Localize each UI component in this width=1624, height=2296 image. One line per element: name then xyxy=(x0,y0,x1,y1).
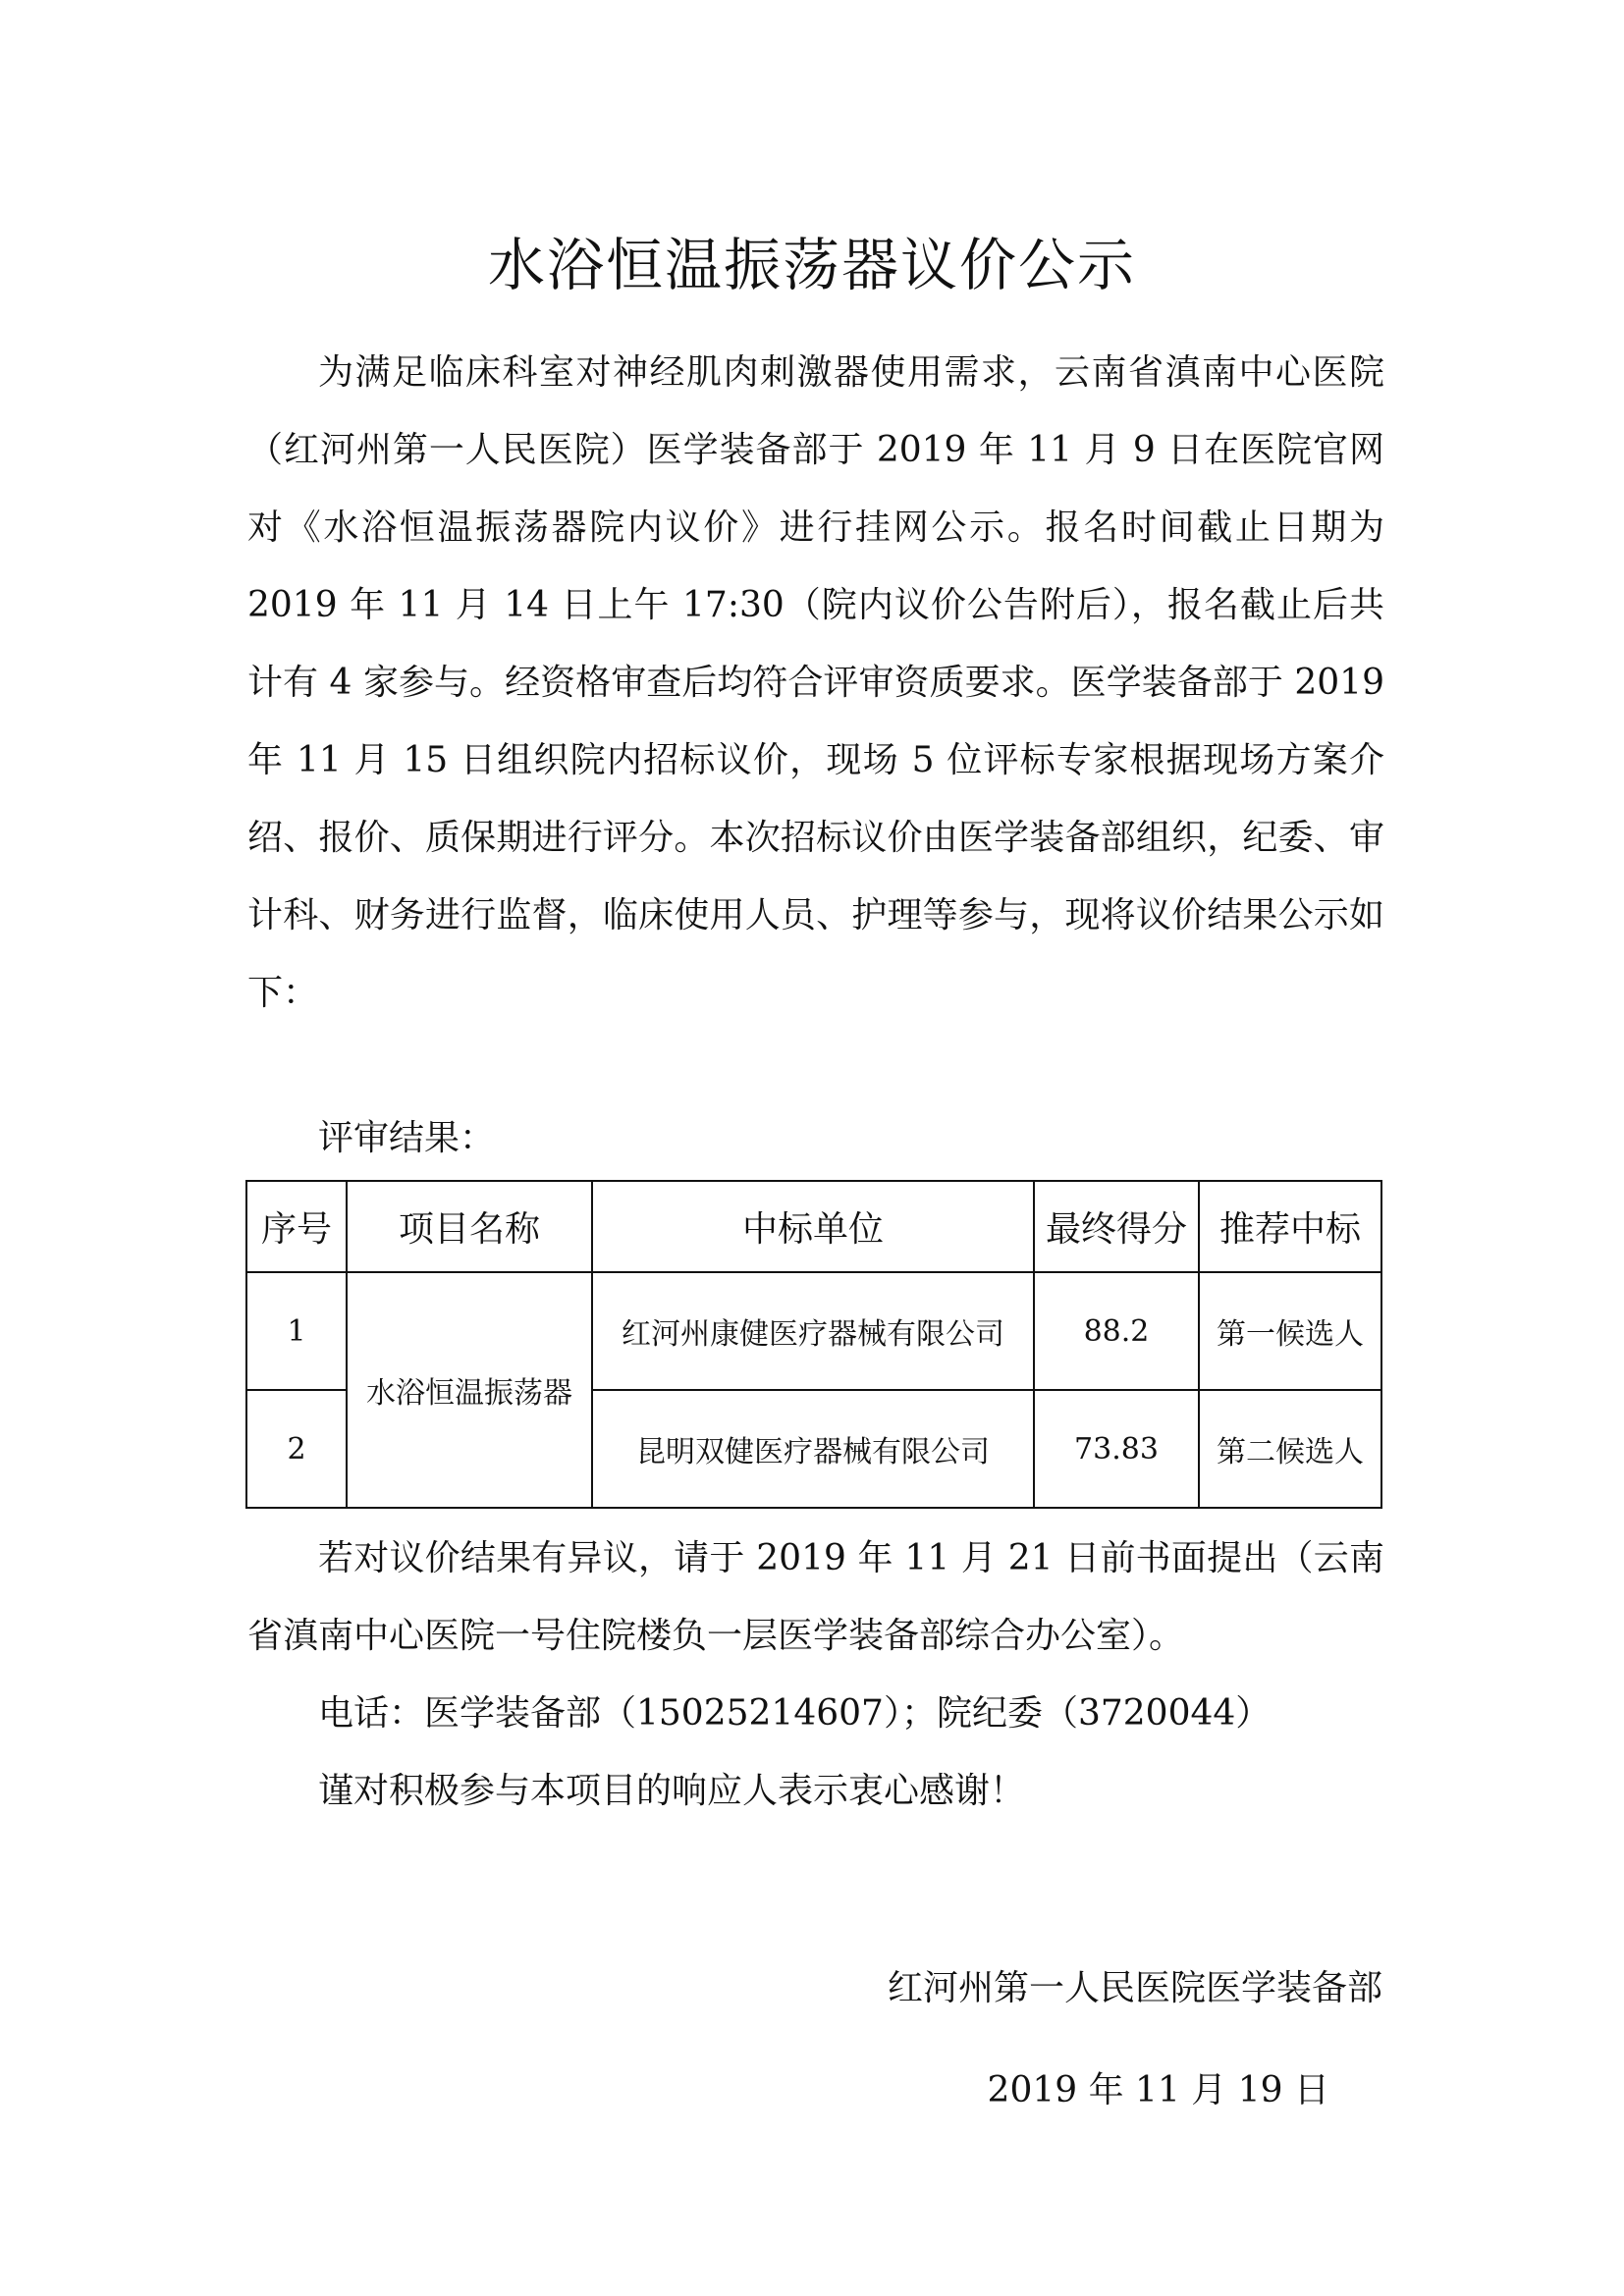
table-row xyxy=(246,1272,1381,1390)
row-index: 1 xyxy=(246,1272,347,1390)
closing-section xyxy=(247,1520,1384,1830)
contact-paragraph: 电话：医学装备部（15025214607）；院纪委（3720044） xyxy=(318,1693,1272,1734)
row-recommendation: 第一候选人 xyxy=(1199,1272,1381,1390)
header-final-score: 最终得分 xyxy=(1034,1181,1199,1272)
row-company: 昆明双健医疗器械有限公司 xyxy=(592,1390,1034,1508)
header-index: 序号 xyxy=(246,1181,347,1272)
objection-paragraph: 若对议价结果有异议，请于 2019 年 11 月 21 日前书面提出（云南省滇南中心医院一号住院楼负一层医学装备部综合办公室）。 xyxy=(247,1538,1384,1656)
row-company: 红河州康健医疗器械有限公司 xyxy=(592,1272,1034,1390)
intro-paragraph: 为满足临床科室对神经肌肉刺激器使用需求，云南省滇南中心医院（红河州第一人民医院）医学装备部于 2019 年 11 月 9 日在医院官网对《水浴恒温振荡器院内议价》进行挂网公示。报名时间截止日期为 2019 年 11 月 14 日上午 17:30（院内议价公告附后），报名截止后共计有 4 家参与。经资格审查后均符合评审资质要求。医学装备部于 2019 年 11 月 15 日组织院内招标议价，现场 5 位评标专家根据现场方案介绍、报价、质保期进行评分。本次招标议价由医学装备部组织，纪委、审计科、财务进行监督，临床使用人员、护理等参与，现将议价结果公示如下： xyxy=(247,352,1384,1013)
results-label: 评审结果： xyxy=(318,1118,496,1158)
row-recommendation: 第二候选人 xyxy=(1199,1390,1381,1508)
header-project-name: 项目名称 xyxy=(347,1181,592,1272)
signature: 红河州第一人民医院医学装备部 xyxy=(887,1968,1382,2008)
project-name-cell: 水浴恒温振荡器 xyxy=(347,1272,592,1508)
header-recommendation: 推荐中标 xyxy=(1199,1181,1381,1272)
document-date: 2019 年 11 月 19 日 xyxy=(987,2070,1329,2110)
intro-section xyxy=(247,334,1384,1032)
row-score: 73.83 xyxy=(1034,1390,1199,1508)
results-table xyxy=(245,1180,1382,1509)
row-index: 2 xyxy=(246,1390,347,1508)
row-score: 88.2 xyxy=(1034,1272,1199,1390)
header-winning-company: 中标单位 xyxy=(592,1181,1034,1272)
table-header-row xyxy=(246,1181,1381,1272)
thanks-paragraph: 谨对积极参与本项目的响应人表示衷心感谢！ xyxy=(318,1771,1026,1811)
document-title: 水浴恒温振荡器议价公示 xyxy=(487,232,1136,298)
